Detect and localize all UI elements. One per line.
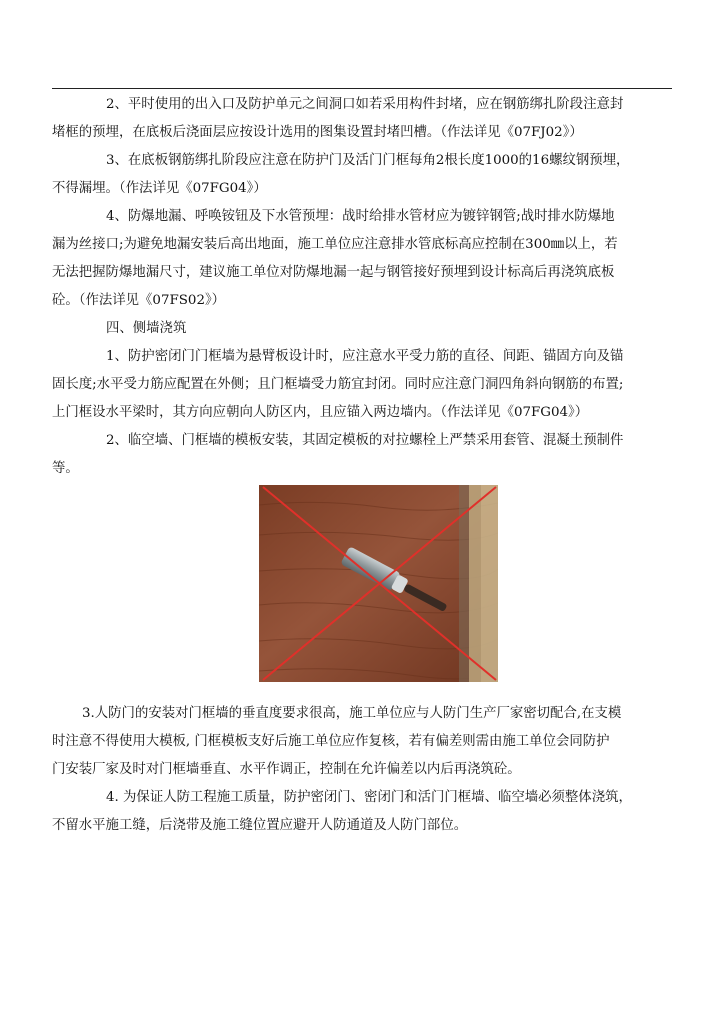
- paragraph-line: 砼。（作法详见《07FS02》）: [52, 293, 226, 308]
- paragraph-line: 上门框设水平梁时，其方向应朝向人防区内，且应锚入两边墙内。（作法详见《07FG04》）: [52, 405, 589, 420]
- section-heading: 四、侧墙浇筑: [106, 321, 187, 336]
- header-rule: [52, 88, 672, 89]
- paragraph-line: 3.人防门的安装对门框墙的垂直度要求很高，施工单位应与人防门生产厂家密切配合,在支模: [82, 706, 622, 721]
- formwork-photo: [259, 485, 498, 682]
- paragraph-line: 堵框的预埋，在底板后浇面层应按设计选用的图集设置封堵凹槽。（作法详见《07FJ02》）: [52, 125, 583, 140]
- paragraph-line: 时注意不得使用大模板, 门框模板支好后施工单位应作复核，若有偏差则需由施工单位会同防护: [52, 734, 610, 749]
- paragraph-line: 门安装厂家及时对门框墙垂直、水平作调正，控制在允许偏差以内后再浇筑砼。: [52, 762, 521, 777]
- paragraph-line: 1、防护密闭门门框墙为悬臂板设计时，应注意水平受力筋的直径、间距、锚固方向及锚: [106, 349, 624, 364]
- formwork-illustration: [259, 485, 498, 682]
- paragraph-line: 等。: [52, 461, 79, 476]
- paragraph-line: 无法把握防爆地漏尺寸，建议施工单位对防爆地漏一起与钢管接好预埋到设计标高后再浇筑底板: [52, 265, 615, 280]
- paragraph-line: 漏为丝接口;为避免地漏安装后高出地面，施工单位应注意排水管底标高应控制在300㎜以上，若: [52, 237, 618, 252]
- paragraph-line: 2、平时使用的出入口及防护单元之间洞口如若采用构件封堵，应在钢筋绑扎阶段注意封: [106, 97, 624, 112]
- paragraph-line: 3、在底板钢筋绑扎阶段应注意在防护门及活门门框每角2根长度1000的16螺纹钢预埋，: [106, 153, 630, 168]
- paragraph-line: 不得漏埋。（作法详见《07FG04》）: [52, 181, 267, 196]
- paragraph-line: 4. 为保证人防工程施工质量，防护密闭门、密闭门和活门门框墙、临空墙必须整体浇筑，: [106, 790, 632, 805]
- paragraph-line: 不留水平施工缝，后浇带及施工缝位置应避开人防通道及人防门部位。: [52, 818, 468, 833]
- paragraph-line: 固长度;水平受力筋应配置在外侧；且门框墙受力筋宜封闭。同时应注意门洞四角斜向钢筋的布置;: [52, 377, 624, 392]
- paragraph-line: 2、临空墙、门框墙的模板安装，其固定模板的对拉螺栓上严禁采用套管、混凝土预制件: [106, 433, 624, 448]
- paragraph-line: 4、防爆地漏、呼唤铵钮及下水管预埋：战时给排水管材应为镀锌钢管;战时排水防爆地: [106, 209, 615, 224]
